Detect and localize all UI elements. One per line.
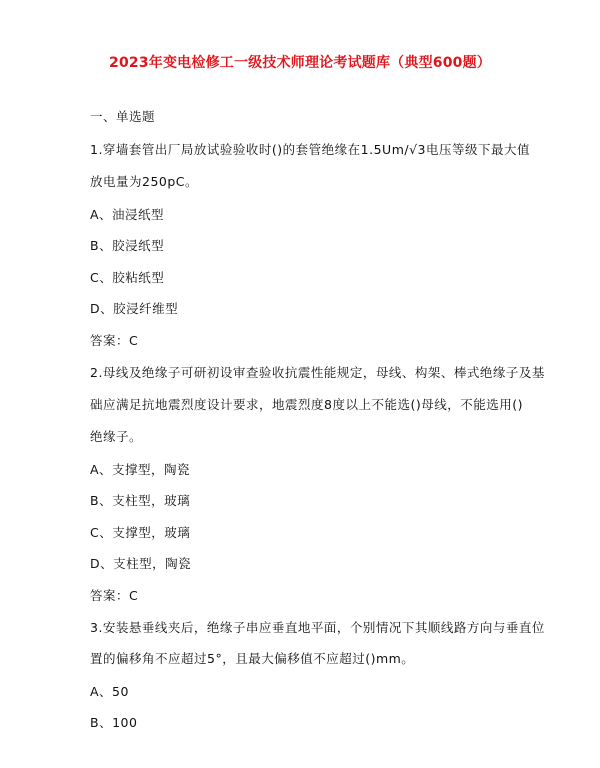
question-1-option-b: B、胶浸纸型 xyxy=(90,238,165,253)
question-1-option-d: D、胶浸纤维型 xyxy=(90,301,179,316)
question-1-option-c: C、胶粘纸型 xyxy=(90,270,165,285)
question-3-option-b: B、100 xyxy=(90,715,138,730)
page-title: 2023年变电检修工一级技术师理论考试题库（典型600题） xyxy=(109,55,491,71)
section-heading: 一、单选题 xyxy=(90,109,156,124)
question-1-answer: 答案：C xyxy=(90,333,139,348)
question-3-stem-line-2: 置的偏移角不应超过5°，且最大偏移值不应超过()mm。 xyxy=(90,651,415,666)
question-1-option-a: A、油浸纸型 xyxy=(90,207,165,222)
question-2-option-c: C、支撑型，玻璃 xyxy=(90,525,191,540)
question-3-stem-line-1: 3.安装悬垂线夹后，绝缘子串应垂直地平面，个别情况下其顺线路方向与垂直位 xyxy=(90,620,545,635)
question-2-stem-line-2: 础应满足抗地震烈度设计要求，地震烈度8度以上不能选()母线，不能选用() xyxy=(90,397,523,412)
question-2-answer: 答案：C xyxy=(90,588,139,603)
question-2-option-b: B、支柱型，玻璃 xyxy=(90,493,191,508)
question-2-stem-line-1: 2.母线及绝缘子可研初设审查验收抗震性能规定，母线、构架、棒式绝缘子及基 xyxy=(90,365,545,380)
question-3-option-a: A、50 xyxy=(90,684,129,699)
question-1-stem-line-2: 放电量为250pC。 xyxy=(90,174,199,189)
question-2-option-d: D、支柱型，陶瓷 xyxy=(90,556,192,571)
question-2-option-a: A、支撑型，陶瓷 xyxy=(90,462,191,477)
question-2-stem-line-3: 绝缘子。 xyxy=(90,429,143,444)
question-1-stem-line-1: 1.穿墙套管出厂局放试验验收时()的套管绝缘在1.5Um/√3电压等级下最大值 xyxy=(90,142,531,157)
